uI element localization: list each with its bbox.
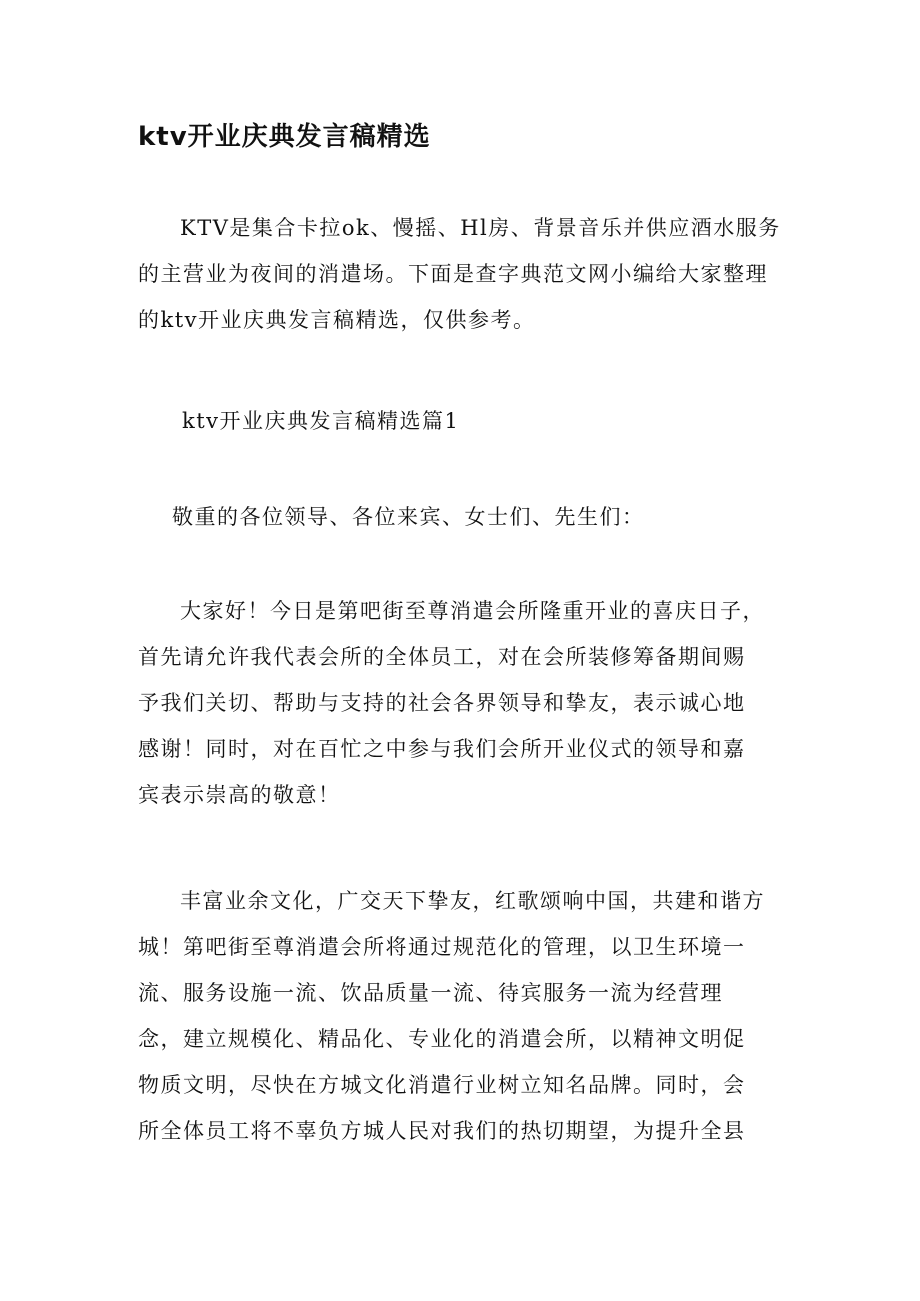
paragraph-line: 首先请允许我代表会所的全体员工，对在会所装修筹备期间赐 bbox=[138, 645, 746, 669]
paragraph-line: 物质文明，尽快在方城文化消遣行业树立知名品牌。同时，会 bbox=[138, 1073, 746, 1097]
greeting-paragraph bbox=[172, 494, 822, 540]
body-paragraph-1 bbox=[138, 588, 788, 818]
section-heading-text: ktv开业庆典发言稿精选篇1 bbox=[182, 409, 460, 433]
paragraph-line: 的主营业为夜间的消遣场。下面是查字典范文网小编给大家整理 bbox=[138, 262, 768, 286]
paragraph-line: 予我们关切、帮助与支持的社会各界领导和挚友，表示诚心地 bbox=[138, 691, 746, 715]
intro-paragraph bbox=[138, 205, 788, 343]
paragraph-line: 念，建立规模化、精品化、专业化的消遣会所，以精神文明促 bbox=[138, 1027, 746, 1051]
paragraph-line: 的ktv开业庆典发言稿精选，仅供参考。 bbox=[138, 308, 536, 332]
document-title: ktv开业庆典发言稿精选 bbox=[138, 122, 431, 152]
paragraph-line: 感谢！同时，对在百忙之中参与我们会所开业仪式的领导和嘉 bbox=[138, 737, 746, 761]
paragraph-line: 宾表示崇高的敬意！ bbox=[138, 783, 341, 807]
paragraph-line: 大家好！今日是第吧街至尊消遣会所隆重开业的喜庆日子， bbox=[180, 599, 765, 623]
section-heading bbox=[182, 398, 832, 444]
greeting-text: 敬重的各位领导、各位来宾、女士们、先生们： bbox=[172, 505, 645, 529]
body-paragraph-2 bbox=[138, 878, 788, 1154]
paragraph-line: KTV是集合卡拉ok、慢摇、Hl房、背景音乐并供应酒水服务 bbox=[180, 216, 781, 240]
paragraph-line: 城！第吧街至尊消遣会所将通过规范化的管理，以卫生环境一 bbox=[138, 935, 746, 959]
paragraph-line: 流、服务设施一流、饮品质量一流、待宾服务一流为经营理 bbox=[138, 981, 723, 1005]
paragraph-line: 丰富业余文化，广交天下挚友，红歌颂响中国，共建和谐方 bbox=[180, 889, 765, 913]
paragraph-line: 所全体员工将不辜负方城人民对我们的热切期望，为提升全县 bbox=[138, 1119, 746, 1143]
